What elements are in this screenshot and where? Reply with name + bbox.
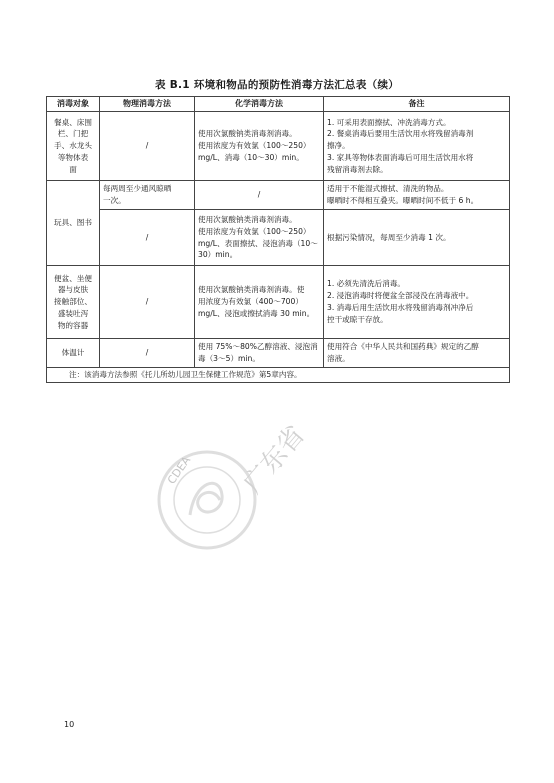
seal-inner-ring (174, 467, 240, 533)
chemical-method-cell: 使用次氯酸钠类消毒剂消毒。 使用浓度为有效氯（100～250） mg/L、消毒（10～30）min。 (195, 112, 324, 181)
physical-method-cell: 每两周至少通风晾晒 一次。 (100, 181, 195, 210)
header-physical: 物理消毒方法 (100, 97, 195, 112)
table-footnote: 注：该消毒方法参照《托儿所幼儿园卫生保健工作规范》第5章内容。 (47, 368, 510, 383)
notes-cell: 1. 必须先清洗后消毒。 2. 浸泡消毒时将便盆全部浸没在消毒液中。 3. 消毒后用生活饮用水将残留消毒剂冲净后 控干或晾干存放。 (324, 266, 510, 339)
table-title: 表 B.1 环境和物品的预防性消毒方法汇总表（续） (154, 79, 400, 91)
table-row (47, 266, 510, 339)
page-number: 10 (64, 720, 75, 729)
physical-method-cell: / (100, 339, 195, 368)
chemical-method-cell: 使用次氯酸钠类消毒剂消毒。 使用浓度为有效氯（100～250） mg/L、表面擦拭、浸泡消毒（10～ 30）min。 (195, 210, 324, 266)
notes-cell: 使用符合《中华人民共和国药典》规定的乙醇 溶液。 (324, 339, 510, 368)
physical-method-cell: / (100, 210, 195, 266)
object-cell: 体温计 (47, 339, 100, 368)
notes-cell: 根据污染情况，每周至少消毒 1 次。 (324, 210, 510, 266)
table-header-row (47, 97, 510, 112)
physical-method-cell: / (100, 266, 195, 339)
chemical-method-cell: 使用次氯酸钠类消毒剂消毒。使 用浓度为有效氯（400～700） mg/L、浸泡或擦拭消毒 30 min。 (195, 266, 324, 339)
disinfection-table-container (46, 96, 509, 383)
object-cell: 玩具、图书 (47, 181, 100, 266)
table-row (47, 210, 510, 266)
disinfection-table (46, 96, 510, 383)
header-object: 消毒对象 (47, 97, 100, 112)
table-row (47, 339, 510, 368)
seal-emblem (190, 483, 222, 515)
notes-cell: 适用于不能湿式擦拭、清洗的物品。 曝晒时不得相互叠夹。曝晒时间不低于 6 h。 (324, 181, 510, 210)
table-row (47, 112, 510, 181)
chemical-method-cell: / (195, 181, 324, 210)
object-cell: 餐桌、床围 栏、门把 手、水龙头 等物体表 面 (47, 112, 100, 181)
header-notes: 备注 (324, 97, 510, 112)
seal-letters: CDEA (164, 453, 194, 487)
table-row (47, 181, 510, 210)
watermark-text: 广东省 (237, 420, 312, 500)
notes-cell: 1. 可采用表面擦拭、冲洗消毒方式。 2. 餐桌消毒后要用生活饮用水将残留消毒剂 擦净。 3. 家具等物体表面消毒后可用生活饮用水将 残留消毒剂去除。 (324, 112, 510, 181)
table-footnote-row (47, 368, 510, 383)
header-chemical: 化学消毒方法 (195, 97, 324, 112)
seal-outer-ring (159, 452, 255, 548)
chemical-method-cell: 使用 75%～80%乙醇溶液、浸泡消 毒（3～5）min。 (195, 339, 324, 368)
physical-method-cell: / (100, 112, 195, 181)
object-cell: 便盆、坐便 器与皮肤 接触部位、 盛装吐泻 物的容器 (47, 266, 100, 339)
